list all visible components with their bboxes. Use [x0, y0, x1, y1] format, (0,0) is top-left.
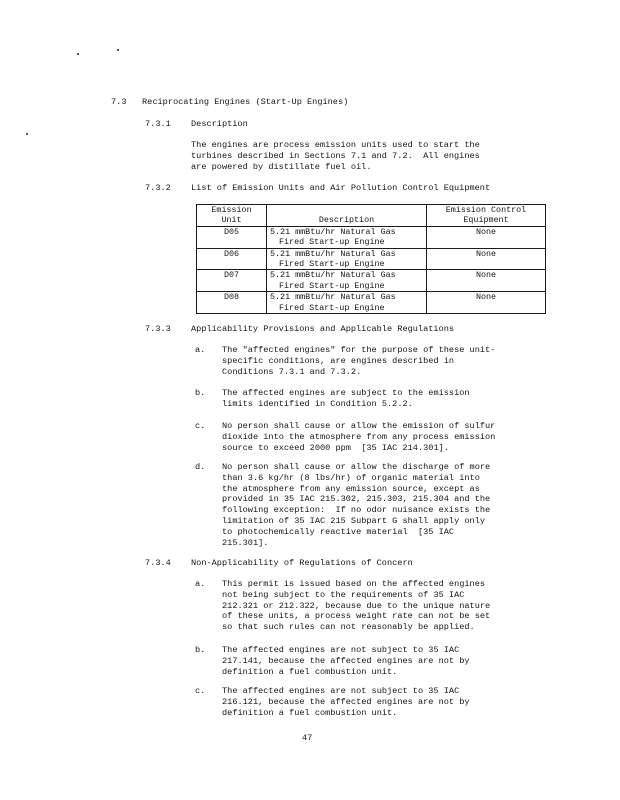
table-row	[197, 226, 546, 248]
list-item: This permit is issued based on the affected engines not being subject to the requirements of 35 IAC 212.321 or 212.322, because due to the unique nature of these units, a process weight rate can not be set so that such rules can not reasonably be applied.	[222, 579, 491, 633]
subsection-number-731: 7.3.1	[145, 119, 171, 129]
item-label: a.	[195, 579, 206, 589]
paragraph-line: turbines described in Sections 7.1 and 7.2. All engines	[191, 150, 480, 161]
description-cell: 5.21 mmBtu/hr Natural Gas Fired Start-up Engine	[267, 248, 427, 270]
list-item: The affected engines are subject to the emission limits identified in Condition 5.2.2.	[222, 388, 470, 409]
scan-speck	[117, 49, 119, 51]
list-item: No person shall cause or allow the emission of sulfur dioxide into the atmosphere from any process emission source to exceed 2000 ppm [35 IAC 214.301].	[222, 421, 496, 453]
item-label: b.	[195, 388, 206, 398]
subsection-title-734: Non-Applicability of Regulations of Concern	[191, 558, 413, 568]
control-cell: None	[427, 226, 546, 248]
subsection-title-731: Description	[191, 119, 248, 129]
table-header-row	[197, 205, 546, 227]
unit-cell: D08	[197, 292, 267, 314]
list-item: The affected engines are not subject to 35 IAC 217.141, because the affected engines are not by definition a fuel combustion unit.	[222, 645, 470, 677]
subsection-number-732: 7.3.2	[145, 183, 171, 193]
list-item: The affected engines are not subject to 35 IAC 216.121, because the affected engines are not by definition a fuel combustion unit.	[222, 686, 470, 718]
description-paragraph	[191, 140, 480, 172]
subsection-title-733: Applicability Provisions and Applicable Regulations	[191, 324, 455, 334]
item-label: d.	[195, 462, 206, 472]
control-cell: None	[427, 270, 546, 292]
header-emission-control: Emission Control Equipment	[427, 205, 546, 227]
table-row	[197, 292, 546, 314]
header-emission-unit: Emission Unit	[197, 205, 267, 227]
control-cell: None	[427, 292, 546, 314]
item-label: c.	[195, 421, 206, 431]
page-number: 47	[302, 733, 313, 743]
paragraph-line: The engines are process emission units used to start the	[191, 140, 480, 150]
item-label: a.	[195, 345, 206, 355]
description-cell: 5.21 mmBtu/hr Natural Gas Fired Start-up Engine	[267, 292, 427, 314]
subsection-number-733: 7.3.3	[145, 324, 171, 334]
description-cell: 5.21 mmBtu/hr Natural Gas Fired Start-up Engine	[267, 270, 427, 292]
subsection-number-734: 7.3.4	[145, 558, 171, 568]
scan-speck	[77, 53, 79, 55]
scan-speck	[26, 133, 28, 135]
subsection-title-732: List of Emission Units and Air Pollution Control Equipment	[191, 183, 491, 193]
unit-cell: D06	[197, 248, 267, 270]
item-label: b.	[195, 645, 206, 655]
list-item: No person shall cause or allow the discharge of more than 3.6 kg/hr (8 lbs/hr) of organic material into the atmosphere from any emission source, except as provided in 35 IAC 215.302, 215.303, 215.304 and the following exception: If no odor nuisance exists the limitation of 35 IAC 215 Subpart G shall apply only to photochemically reactive material [35 IAC 215.301].	[222, 462, 491, 548]
list-item: The "affected engines" for the purpose of these unit- specific conditions, are engines described in Conditions 7.3.1 and 7.3.2.	[222, 345, 496, 377]
table-row	[197, 270, 546, 292]
item-label: c.	[195, 686, 206, 696]
control-cell: None	[427, 248, 546, 270]
unit-cell: D05	[197, 226, 267, 248]
emission-units-table	[196, 204, 546, 314]
table-row	[197, 248, 546, 270]
paragraph-line: are powered by distillate fuel oil.	[191, 161, 372, 172]
unit-cell: D07	[197, 270, 267, 292]
description-cell: 5.21 mmBtu/hr Natural Gas Fired Start-up Engine	[267, 226, 427, 248]
header-description: Description	[267, 205, 427, 227]
section-title: Reciprocating Engines (Start-Up Engines)	[142, 97, 349, 107]
section-number: 7.3	[111, 97, 127, 107]
